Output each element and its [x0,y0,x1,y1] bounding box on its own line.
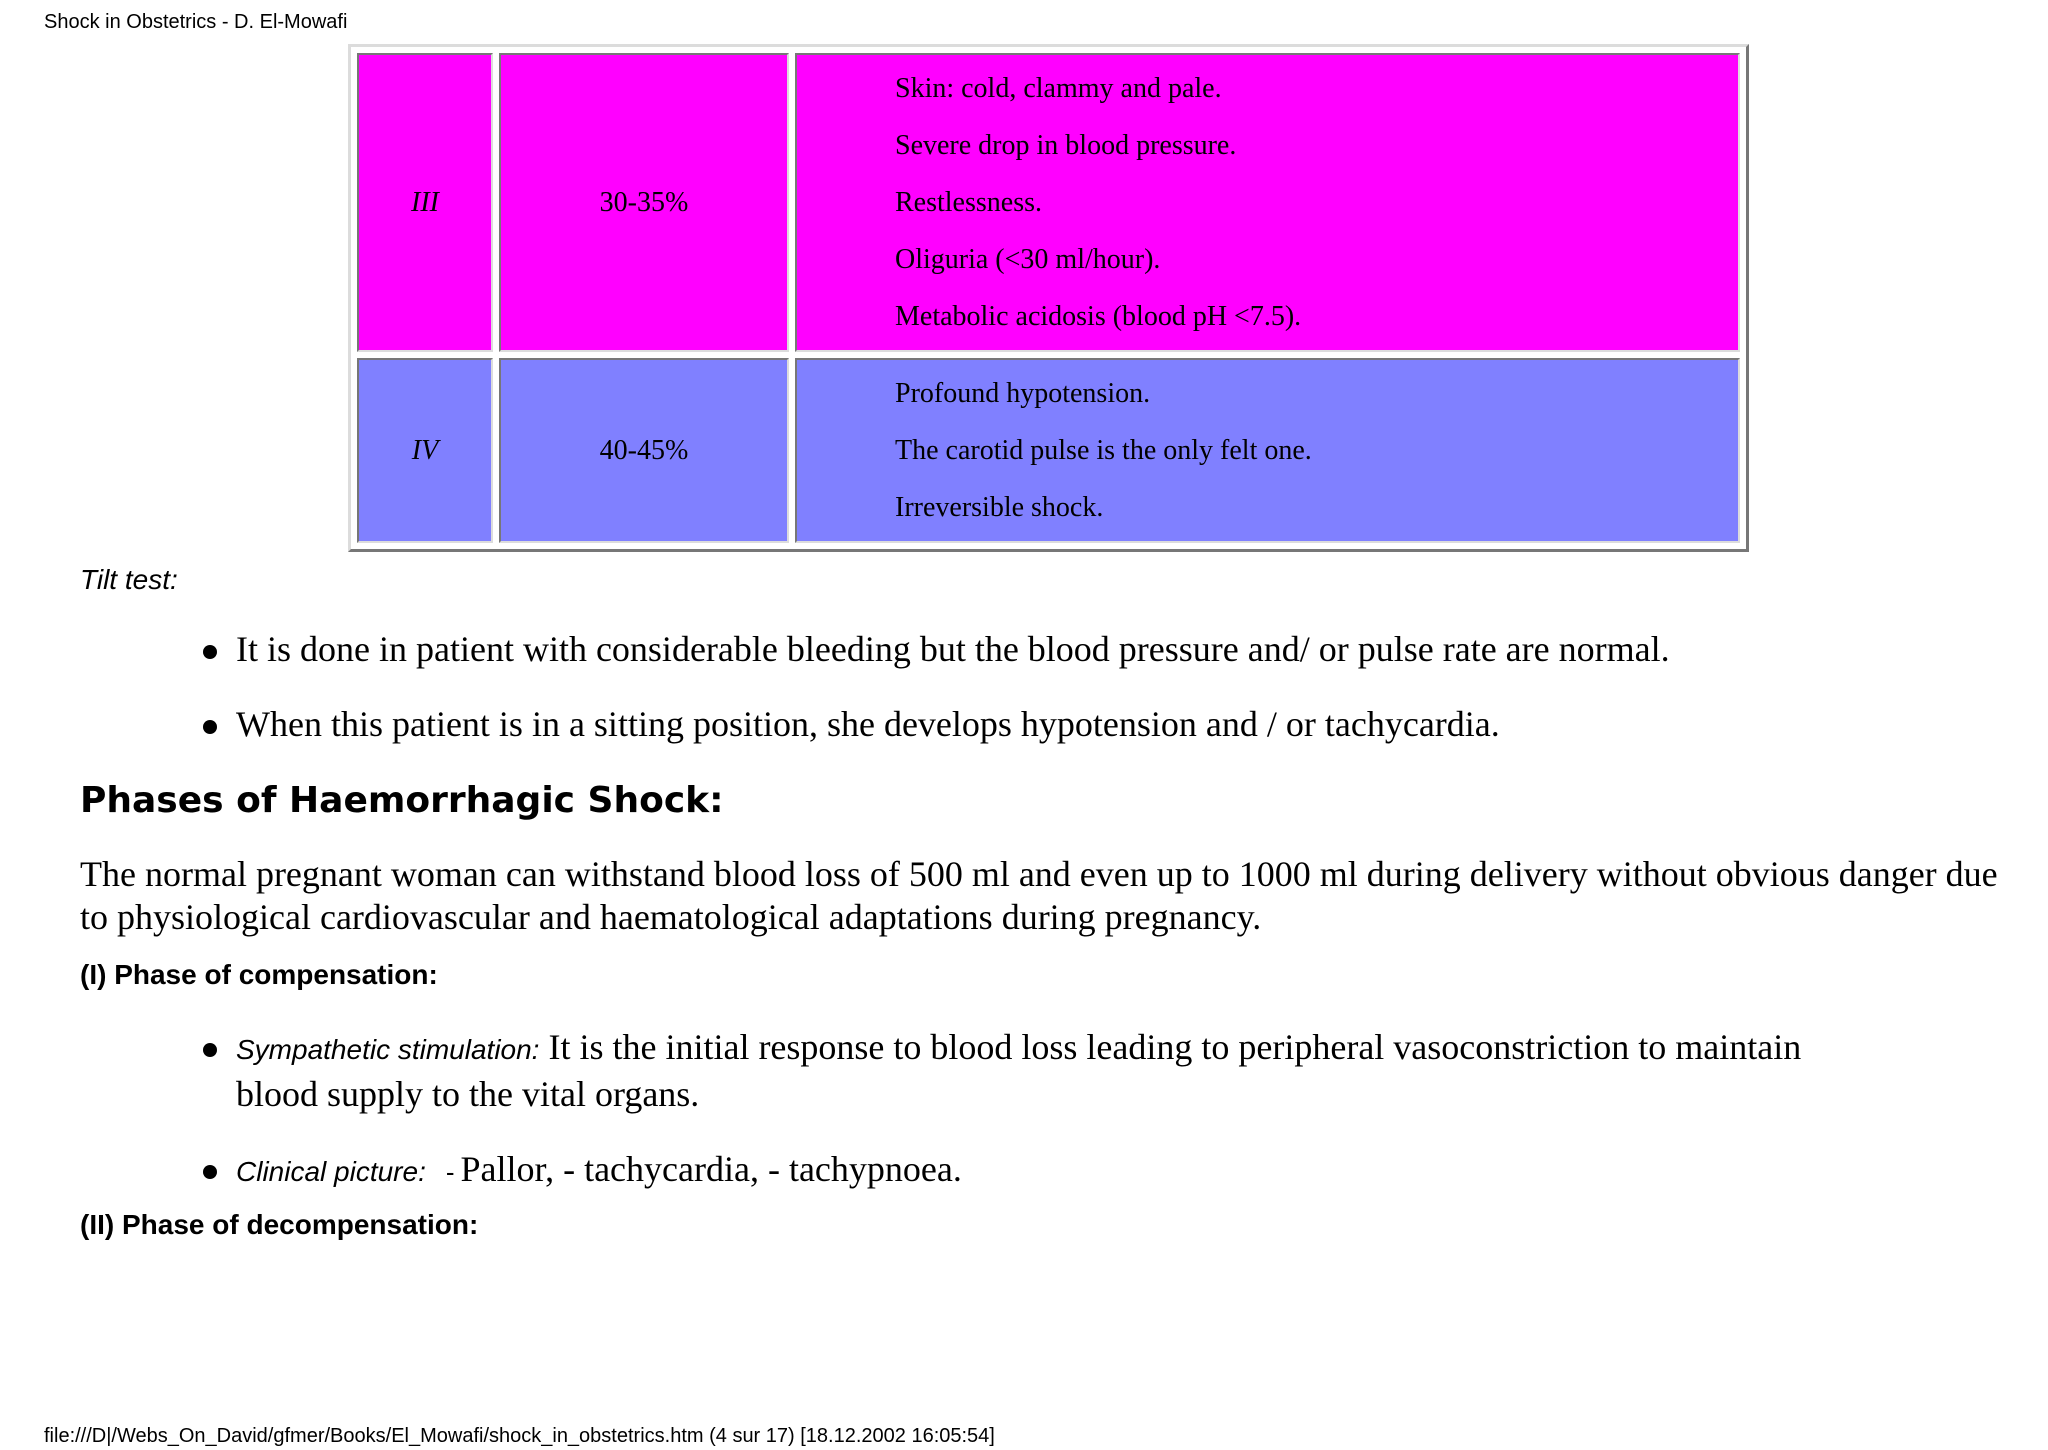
bullet-icon [203,1043,217,1057]
print-header: Shock in Obstetrics - D. El-Mowafi [44,11,348,33]
list-item-text: Pallor, - tachycardia, - tachypnoea. [460,1149,962,1189]
grade-cell: IV [357,358,493,543]
list-item-text: It is done in patient with considerable bleeding but the blood pressure and/ or pulse rate are normal. [236,629,1670,669]
bullet-icon [203,1165,217,1179]
sign-item: Metabolic acidosis (blood pH <7.5). [895,301,1302,332]
list-item-text: When this patient is in a sitting position, she develops hypotension and / or tachycardia. [236,704,1500,744]
lead-term: Clinical picture: [236,1156,426,1187]
shock-grade-table [348,44,1749,552]
sign-item: Irreversible shock. [895,492,1104,523]
table-row-grade-iii [357,53,1740,352]
bullet-icon [203,720,217,734]
intro-paragraph: The normal pregnant woman can withstand blood loss of 500 ml and even up to 1000 ml during delivery without obvious danger due to physiological cardiovascular and haematological adaptations during pregnancy. [80,854,1998,937]
list-item [200,1147,1840,1194]
list-item [200,1025,1840,1116]
blood-loss-cell: 40-45% [499,358,789,543]
bullet-icon [203,645,217,659]
list-item [200,702,2020,746]
subheading-compensation: (I) Phase of compensation: [80,959,438,990]
compensation-list [200,1025,1840,1225]
tilt-test-label: Tilt test: [80,564,178,595]
sign-item: Severe drop in blood pressure. [895,130,1237,161]
sign-item: Profound hypotension. [895,378,1151,409]
list-item-text: It is the initial response to blood loss leading to peripheral vasoconstriction to maintain blood supply to the vital organs. [236,1027,1802,1114]
sign-item: The carotid pulse is the only felt one. [895,435,1312,466]
lead-term: Sympathetic stimulation: [236,1034,540,1065]
list-item [200,627,2020,671]
table-row-grade-iv [357,358,1740,543]
signs-cell [795,358,1740,543]
section-heading: Phases of Haemorrhagic Shock: [80,780,724,821]
sign-item: Skin: cold, clammy and pale. [895,73,1222,104]
tilt-test-list [200,627,2020,777]
subheading-decompensation: (II) Phase of decompensation: [80,1209,479,1240]
dash-marker: - [445,1157,455,1187]
grade-cell: III [357,53,493,352]
signs-cell [795,53,1740,352]
sign-item: Restlessness. [895,187,1042,218]
blood-loss-cell: 30-35% [499,53,789,352]
sign-item: Oliguria (<30 ml/hour). [895,244,1161,275]
print-footer: file:///D|/Webs_On_David/gfmer/Books/El_Mowafi/shock_in_obstetrics.htm (4 sur 17) [18.12.2002 16:05:54] [44,1425,995,1447]
